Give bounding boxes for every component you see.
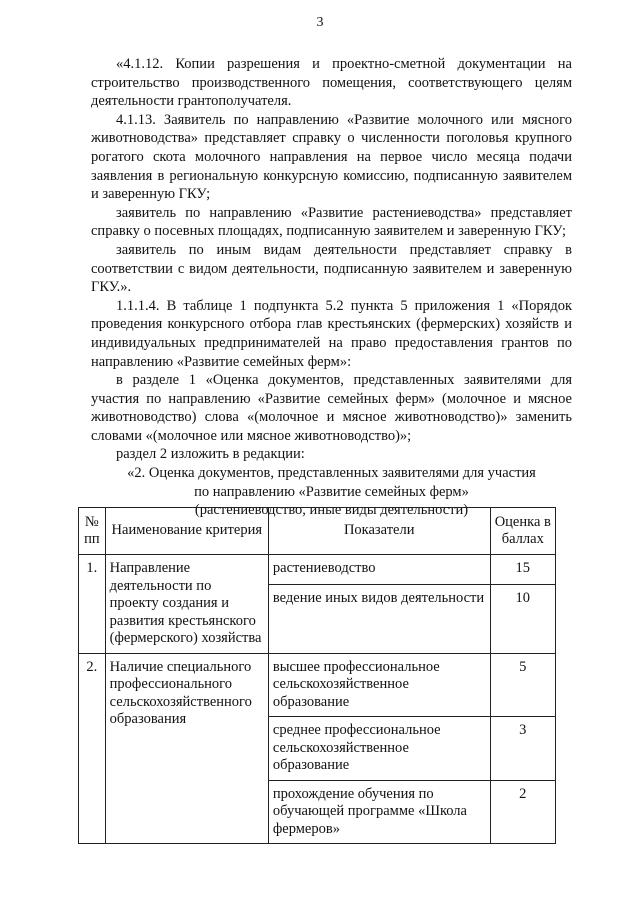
body-text: [91, 55, 572, 520]
score-cell: 5: [490, 653, 555, 717]
header-indicators: Показатели: [268, 508, 490, 555]
table-header-row: [79, 508, 556, 555]
section-title-line: «2. Оценка документов, представленных заявителями для участия: [127, 465, 536, 482]
paragraph: заявитель по иным видам деятельности представляет справку в соответствии с видом деятельности, подписанную заявителем и заверенную ГКУ.».: [91, 241, 572, 296]
section-title-line: по направлению «Развитие семейных ферм»: [194, 483, 469, 500]
paragraph: 1.1.1.4. В таблице 1 подпункта 5.2 пункта 5 приложения 1 «Порядок проведения конкурсного отбора глав крестьянских (фермерских) хозяйств и индивидуальных предпринимателей на право предоставления грантов по направлению «Развитие семейных ферм»:: [91, 297, 572, 370]
row-num: 2.: [79, 653, 106, 844]
paragraph: в разделе 1 «Оценка документов, представленных заявителями для участия по направлению «Развитие семейных ферм» (молочное и мясное животноводство) слова «(молочное и мясное животноводство)» заменить словами «(молочное или мясное животноводство)»;: [91, 372, 572, 444]
paragraph: 4.1.13. Заявитель по направлению «Развитие молочного или мясного животноводства» представляет справку о численности поголовья крупного рогатого скота молочного направления на первое число месяца подачи заявления в региональную конкурсную комиссию, подписанную заявителем и заверенную ГКУ;: [91, 111, 572, 203]
paragraph: «4.1.12. Копии разрешения и проектно-сметной документации на строительство производственного помещения, соответствующего целям деятельности грантополучателя.: [91, 56, 572, 110]
table-row: [79, 555, 556, 585]
score-cell: 3: [490, 717, 555, 781]
header-criterion: Наименование критерия: [105, 508, 268, 555]
indicator-cell: растениеводство: [268, 555, 490, 585]
paragraph: заявитель по направлению «Развитие растениеводства» представляет справку о посевных площадях, подписанную заявителем и заверенную ГКУ;: [91, 204, 572, 240]
row-num: 1.: [79, 555, 106, 654]
header-num: № пп: [79, 508, 106, 555]
indicator-cell: высшее профессиональное сельскохозяйственное образование: [268, 653, 490, 717]
section-title-line: (растениеводство, иные виды деятельности): [194, 502, 469, 519]
score-cell: 2: [490, 780, 555, 844]
row-criterion: Направление деятельности по проекту создания и развития крестьянского (фермерского) хозяйства: [105, 555, 268, 654]
indicator-cell: прохождение обучения по обучающей программе «Школа фермеров»: [268, 780, 490, 844]
page-number: 3: [316, 15, 324, 30]
indicator-cell: среднее профессиональное сельскохозяйственное образование: [268, 717, 490, 781]
row-criterion: Наличие специального профессионального сельскохозяйственного образования: [105, 653, 268, 844]
criteria-table: [78, 507, 556, 844]
paragraph: раздел 2 изложить в редакции:: [116, 446, 305, 463]
score-cell: 15: [490, 555, 555, 585]
score-cell: 10: [490, 584, 555, 653]
table-row: [79, 653, 556, 717]
indicator-cell: ведение иных видов деятельности: [268, 584, 490, 653]
header-score: Оценка в баллах: [490, 508, 555, 555]
